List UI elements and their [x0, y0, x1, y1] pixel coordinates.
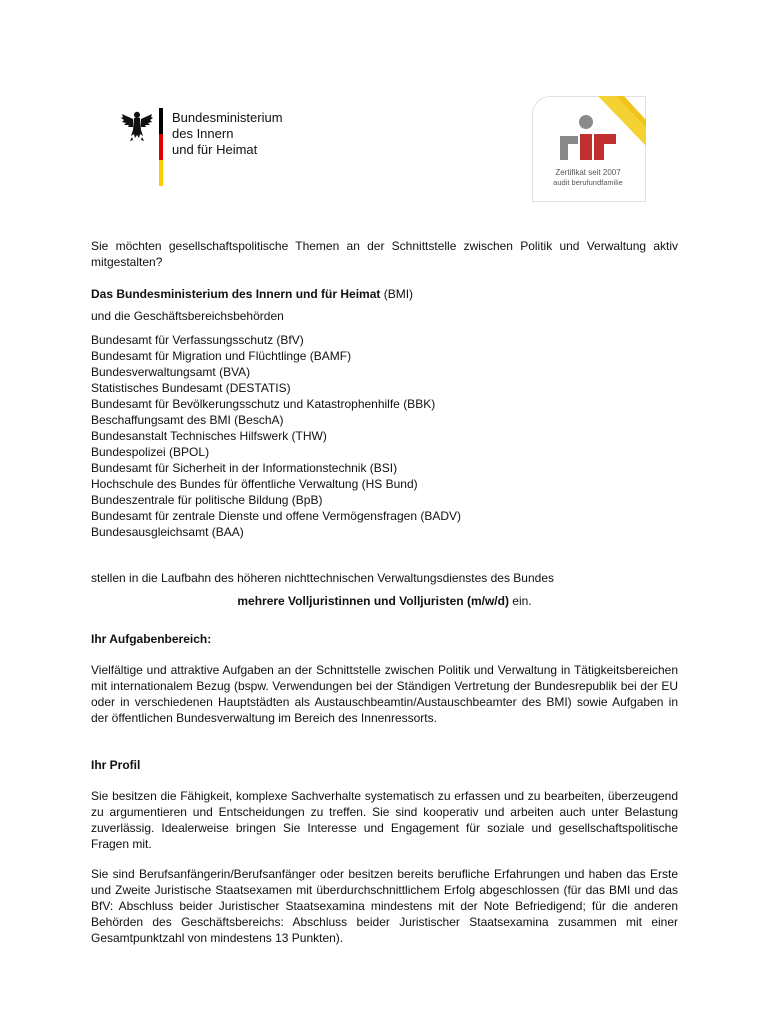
certificate-line-2: audit berufundfamilie — [553, 178, 623, 187]
ministry-line-3: und für Heimat — [172, 142, 258, 157]
list-item: Beschaffungsamt des BMI (BeschA) — [91, 413, 284, 427]
list-item: Bundesanstalt Technisches Hilfswerk (THW) — [91, 429, 327, 443]
tasks-text: Vielfältige und attraktive Aufgaben an der Schnittstelle zwischen Politik und Verwaltung in Tätigkeitsbereichen mit internationalem Bezug (bspw. Verwendungen bei der Ständigen Vertretung der Bundesrepublik bei der EU oder in verschiedenen Hauptstädten als Austauschbeamtin/Austauschbeamter des BMI) sowie Aufgaben in der öffentlichen Bundesverwaltung im Bereich des Innenressorts. — [91, 663, 678, 725]
profile-heading: Ihr Profil — [91, 758, 141, 772]
ministry-bold: Das Bundesministerium des Innern und für Heimat — [91, 287, 381, 301]
list-item: Bundesausgleichsamt (BAA) — [91, 525, 244, 539]
position-title — [91, 593, 678, 609]
list-item: Bundespolizei (BPOL) — [91, 445, 210, 459]
authorities-list — [91, 332, 678, 540]
ministry-line-1: Bundesministerium — [172, 110, 283, 125]
list-item: Bundesamt für Migration und Flüchtlinge (BAMF) — [91, 349, 352, 363]
ministry-abbr: (BMI) — [380, 287, 414, 301]
federal-eagle-icon — [120, 110, 154, 142]
profile-paragraph-1: Sie besitzen die Fähigkeit, komplexe Sachverhalte systematisch zu erfassen und zu bearbeiten, überzeugend zu argumentieren und Entscheidungen zu treffen. Sie sind kooperativ und arbeiten auch unter Belastung zuverlässig. Idealerweise bringen Sie Interesse und Engagement für soziale und gesellschaftspolitische Fragen mit. — [91, 789, 678, 851]
position-suffix: ein. — [508, 594, 532, 608]
flag-black-stripe — [159, 108, 163, 134]
flag-bar — [159, 108, 163, 186]
position-bold: mehrere Volljuristinnen und Volljuristen (m/w/d) — [237, 594, 509, 608]
certificate-badge — [532, 96, 646, 202]
audit-logo-icon — [556, 114, 622, 164]
list-item: Statistisches Bundesamt (DESTATIS) — [91, 381, 291, 395]
list-item: Bundesamt für zentrale Dienste und offene Vermögensfragen (BADV) — [91, 509, 461, 523]
authorities-intro: und die Geschäftsbereichsbehörden — [91, 309, 284, 323]
ministry-statement — [91, 286, 678, 302]
certificate-line-1: Zertifikat seit 2007 — [555, 168, 621, 177]
offer-line: stellen in die Laufbahn des höheren nichttechnischen Verwaltungsdienstes des Bundes — [91, 571, 554, 585]
list-item: Bundesverwaltungsamt (BVA) — [91, 365, 251, 379]
flag-red-stripe — [159, 134, 163, 160]
list-item: Bundesamt für Sicherheit in der Informationstechnik (BSI) — [91, 461, 398, 475]
ministry-line-2: des Innern — [172, 126, 234, 141]
tasks-heading: Ihr Aufgabenbereich: — [91, 632, 212, 646]
ministry-name — [172, 110, 372, 158]
intro-question: Sie möchten gesellschaftspolitische Themen an der Schnittstelle zwischen Politik und Verwaltung aktiv mitgestalten? — [91, 239, 678, 269]
list-item: Hochschule des Bundes für öffentliche Verwaltung (HS Bund) — [91, 477, 418, 491]
list-item: Bundesamt für Verfassungsschutz (BfV) — [91, 333, 304, 347]
list-item: Bundesamt für Bevölkerungsschutz und Katastrophenhilfe (BBK) — [91, 397, 436, 411]
profile-paragraph-2: Sie sind Berufsanfängerin/Berufsanfänger oder besitzen bereits berufliche Erfahrungen und haben das Erste und Zweite Juristische Staatsexamen mit überdurchschnittlichem Erfolg abgeschlossen (für das BMI und das BfV: Abschluss beider Juristischer Staatsexamina mindestens mit der Note Befriedigend; für die anderen Behörden des Geschäftsbereichs: Abschluss beider Juristischer Staatsexamina zusammen mit einer Gesamtpunktzahl von mindestens 13 Punkten). — [91, 867, 678, 945]
list-item: Bundeszentrale für politische Bildung (BpB) — [91, 493, 323, 507]
flag-gold-stripe — [159, 160, 163, 186]
